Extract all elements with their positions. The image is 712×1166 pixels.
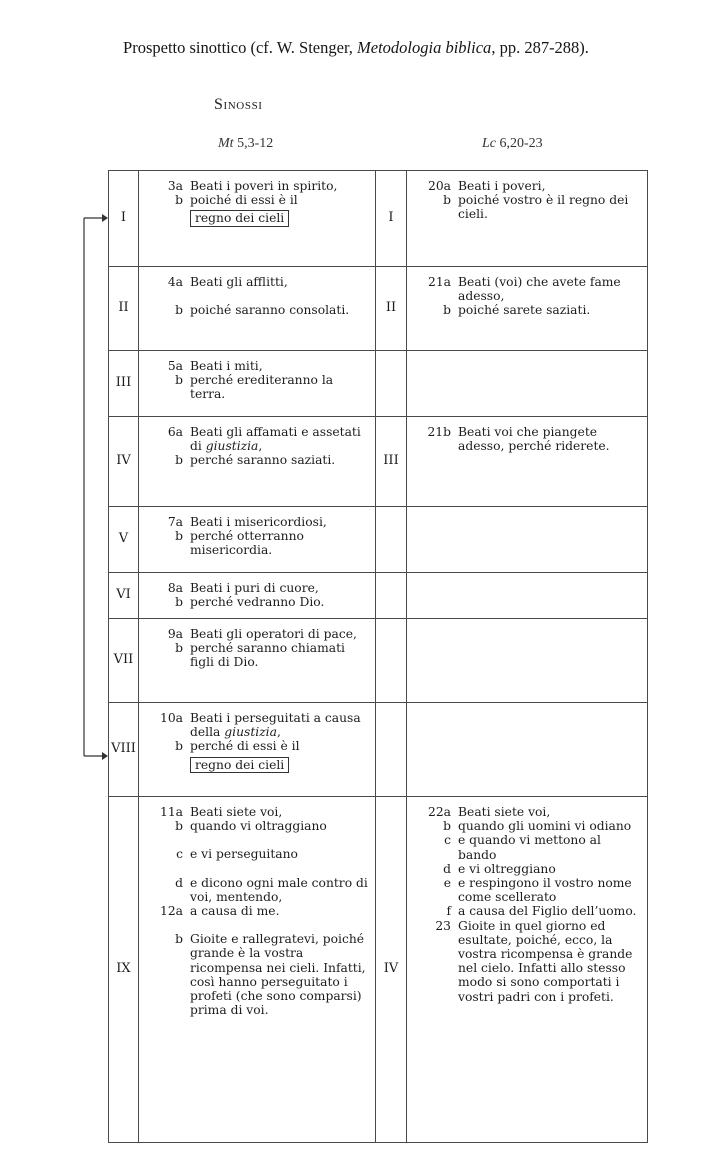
title-prefix: Prospetto sinottico (cf. W. Stenger,: [123, 38, 358, 57]
verse-text-main: quando gli uomini vi odiano: [458, 819, 632, 834]
verse-text: [458, 919, 641, 1004]
verse-text-main: Beati i perseguitati a causa della: [190, 711, 361, 740]
verse-text: [458, 193, 641, 221]
mt-section-number: V: [109, 507, 139, 573]
lc-section-number: [376, 619, 407, 703]
verse-text: [458, 876, 641, 904]
verse-number: [143, 754, 190, 773]
verse-number: 4a: [167, 275, 183, 289]
verse-line: [143, 207, 369, 226]
table-row: [109, 797, 648, 1143]
verse-line: [143, 819, 369, 833]
verse-number: 21b: [427, 425, 451, 439]
verse-text-main: Beati gli operatori di pace,: [190, 627, 357, 641]
verse-number: b: [175, 193, 183, 208]
verse-text: [190, 641, 369, 669]
verse-line: [411, 179, 641, 193]
verse-number: c: [444, 833, 451, 848]
verse-text-main: quando vi oltraggiano: [190, 819, 327, 834]
mt-text-cell: [139, 619, 376, 703]
mt-section-number: II: [109, 267, 139, 351]
title-book: Metodologia biblica: [357, 38, 492, 57]
title-suffix: , pp. 287-288).: [491, 38, 589, 57]
verse-line: [411, 805, 641, 819]
table-row: [109, 171, 648, 267]
verse-text-main: Beati i miti,: [190, 359, 263, 373]
verse-text: [458, 275, 641, 303]
verse-text-main: Beati (voi) che avete fame adesso,: [458, 275, 621, 304]
verse-number: f: [446, 904, 451, 919]
mt-section-number: VII: [109, 619, 139, 703]
verse-text: [190, 819, 369, 833]
verse-text-main: Beati i misericordiosi,: [190, 515, 327, 529]
lc-text-cell: [407, 267, 648, 351]
verse-number: 3a: [167, 179, 183, 193]
section-heading: Sinossi: [214, 96, 263, 113]
verse-text-main: poiché vostro è il regno dei cieli.: [458, 193, 629, 222]
mt-text-cell: [139, 171, 376, 267]
lc-text-cell: [407, 573, 648, 619]
verse-text-main: a causa del Figlio dell’uomo.: [458, 904, 637, 919]
lc-text-cell: [407, 703, 648, 797]
verse-line: [143, 711, 369, 739]
verse-text-main: Gioite e rallegratevi, poiché grande è la vostra ricompensa nei cieli. Infatti, così hanno perseguitato i profeti (che sono comparsi) prima di voi.: [190, 932, 366, 1018]
verse-text: [458, 805, 641, 819]
verse-text-main: poiché di essi è il: [190, 193, 298, 208]
table-row: [109, 351, 648, 417]
verse-number: b: [175, 932, 183, 947]
verse-number: 20a: [428, 179, 451, 193]
verse-number: 8a: [167, 581, 183, 595]
verse-line: [143, 453, 369, 467]
lc-section-number: [376, 351, 407, 417]
table-row: [109, 619, 648, 703]
verse-text-main: perché erediteranno la terra.: [190, 373, 334, 402]
verse-number: 21a: [428, 275, 451, 289]
verse-number: b: [175, 303, 183, 318]
verse-number: b: [175, 529, 183, 544]
verse-number: b: [443, 819, 451, 834]
boxed-phrase: regno dei cieli: [190, 757, 289, 773]
verse-number: b: [443, 193, 451, 208]
verse-text: [458, 303, 641, 317]
lc-section-number: I: [376, 171, 407, 267]
verse-number: 11a: [160, 805, 183, 819]
verse-number: 12a: [160, 904, 183, 919]
verse-text: [190, 179, 369, 193]
page-title: [0, 38, 712, 58]
mt-section-number: IX: [109, 797, 139, 1143]
verse-text: [458, 819, 641, 833]
verse-text: [190, 754, 369, 773]
mt-text-cell: [139, 507, 376, 573]
verse-line: [143, 529, 369, 557]
table-row: [109, 573, 648, 619]
verse-text-main: Beati voi che piangete adesso, perché riderete.: [458, 425, 610, 454]
verse-text: [190, 904, 369, 918]
verse-text-main: poiché sarete saziati.: [458, 303, 591, 318]
lc-ref: 6,20-23: [499, 136, 543, 151]
mt-text-cell: [139, 417, 376, 507]
verse-text-main: Beati siete voi,: [458, 805, 551, 819]
mt-ref: 5,3-12: [237, 136, 274, 151]
verse-line: [411, 919, 641, 1004]
verse-number: [143, 207, 190, 226]
verse-text: [190, 275, 369, 289]
verse-text: [458, 833, 641, 861]
mt-text-cell: [139, 797, 376, 1143]
verse-line: [411, 862, 641, 876]
verse-line: [411, 833, 641, 861]
verse-line: [143, 876, 369, 904]
verse-line: [143, 359, 369, 373]
verse-text-main: e quando vi mettono al bando: [458, 833, 601, 862]
verse-text-main: perché saranno saziati.: [190, 453, 336, 468]
mt-section-number: VIII: [109, 703, 139, 797]
lc-section-number: III: [376, 417, 407, 507]
column-header-lc: [482, 136, 543, 152]
lc-text-cell: [407, 417, 648, 507]
mt-text-cell: [139, 351, 376, 417]
verse-text: [190, 627, 369, 641]
table-row: [109, 267, 648, 351]
boxed-phrase: regno dei cieli: [190, 210, 289, 226]
verse-line: [143, 904, 369, 918]
verse-line: [143, 739, 369, 753]
verse-number: 9a: [167, 627, 183, 641]
verse-text-main: e vi oltreggiano: [458, 861, 556, 876]
verse-text: [190, 876, 369, 904]
verse-text: [190, 373, 369, 401]
verse-number: 7a: [167, 515, 183, 529]
verse-text-main: a causa di me.: [190, 904, 280, 919]
lc-section-number: [376, 703, 407, 797]
table-row: [109, 507, 648, 573]
table-row: [109, 417, 648, 507]
verse-line: [143, 515, 369, 529]
lc-section-number: [376, 573, 407, 619]
verse-number: b: [175, 595, 183, 610]
verse-number: 5a: [167, 359, 183, 373]
verse-text: [458, 862, 641, 876]
verse-text: [458, 179, 641, 193]
verse-text: [190, 581, 369, 595]
punctuation: ,: [276, 725, 281, 740]
verse-line: [143, 275, 369, 289]
verse-number: 10a: [160, 711, 183, 725]
lc-book: Lc: [482, 136, 496, 151]
table-row: [109, 703, 648, 797]
italic-word: giustizia: [205, 439, 259, 454]
verse-text-main: Beati gli affamati e assetati di: [190, 425, 361, 454]
verse-text-main: Beati gli afflitti,: [190, 275, 288, 289]
verse-text-main: Beati siete voi,: [190, 805, 283, 819]
verse-number: b: [175, 373, 183, 388]
verse-number: b: [175, 739, 183, 754]
verse-number: 22a: [428, 805, 451, 819]
verse-line: [411, 819, 641, 833]
verse-text: [190, 207, 369, 226]
mt-text-cell: [139, 267, 376, 351]
verse-line: [411, 876, 641, 904]
verse-number: b: [443, 303, 451, 318]
verse-text-main: perché di essi è il: [190, 739, 300, 754]
verse-line: [143, 581, 369, 595]
verse-text-main: e respingono il vostro nome come scellerato: [458, 876, 632, 905]
verse-line: [143, 179, 369, 193]
verse-line: [411, 904, 641, 918]
column-header-mt: [218, 136, 273, 152]
mt-text-cell: [139, 703, 376, 797]
verse-line: [411, 193, 641, 221]
verse-line: [143, 641, 369, 669]
verse-number: b: [175, 819, 183, 834]
italic-word: giustizia: [224, 725, 277, 740]
verse-line: [143, 847, 369, 861]
verse-number: c: [176, 847, 183, 862]
verse-text-main: perché saranno chiamati figli di Dio.: [190, 641, 345, 670]
verse-number: d: [443, 861, 451, 876]
verse-number: 23: [435, 918, 451, 933]
verse-text: [190, 359, 369, 373]
verse-line: [411, 303, 641, 317]
verse-text-main: Beati i puri di cuore,: [190, 581, 319, 595]
mt-section-number: VI: [109, 573, 139, 619]
lc-text-cell: [407, 507, 648, 573]
lc-section-number: II: [376, 267, 407, 351]
verse-text: [190, 453, 369, 467]
verse-line: [143, 193, 369, 207]
verse-text: [190, 847, 369, 861]
verse-line: [143, 627, 369, 641]
verse-text: [190, 805, 369, 819]
verse-text: [458, 425, 641, 453]
verse-text: [190, 932, 369, 1017]
mt-book: Mt: [218, 136, 234, 151]
verse-line: [143, 754, 369, 773]
verse-text-main: poiché saranno consolati.: [190, 303, 350, 318]
verse-line: [143, 373, 369, 401]
mt-text-cell: [139, 573, 376, 619]
verse-text-main: perché otterranno misericordia.: [190, 529, 304, 558]
synopsis-table: [108, 170, 648, 1143]
verse-line: [143, 595, 369, 609]
lc-section-number: [376, 507, 407, 573]
verse-text-main: Beati i poveri in spirito,: [190, 179, 338, 193]
verse-line: [143, 425, 369, 453]
mt-section-number: III: [109, 351, 139, 417]
verse-line: [411, 425, 641, 453]
verse-text: [190, 515, 369, 529]
verse-line: [143, 805, 369, 819]
verse-number: 6a: [167, 425, 183, 439]
verse-text: [190, 193, 369, 207]
verse-text: [190, 529, 369, 557]
lc-section-number: IV: [376, 797, 407, 1143]
verse-text-main: e dicono ogni male contro di voi, mentendo,: [190, 875, 368, 904]
verse-text-main: e vi perseguitano: [190, 847, 298, 862]
verse-text: [190, 595, 369, 609]
verse-number: e: [443, 876, 451, 891]
verse-text: [458, 904, 641, 918]
mt-section-number: IV: [109, 417, 139, 507]
lc-text-cell: [407, 351, 648, 417]
verse-text-main: Beati i poveri,: [458, 179, 546, 193]
lc-text-cell: [407, 171, 648, 267]
verse-number: b: [175, 453, 183, 468]
verse-number: d: [175, 875, 183, 890]
verse-text: [190, 425, 369, 453]
verse-text-main: Gioite in quel giorno ed esultate, poiché, ecco, la vostra ricompensa è grande nel cielo. Infatti allo stesso modo si sono comportati i vostri padri con i profeti.: [458, 918, 633, 1004]
lc-text-cell: [407, 619, 648, 703]
verse-text: [190, 303, 369, 317]
lc-text-cell: [407, 797, 648, 1143]
verse-number: b: [175, 641, 183, 656]
verse-line: [411, 275, 641, 303]
verse-text-main: perché vedranno Dio.: [190, 595, 325, 610]
punctuation: ,: [258, 439, 263, 454]
verse-line: [143, 932, 369, 1017]
verse-text: [190, 711, 369, 739]
mt-section-number: I: [109, 171, 139, 267]
verse-text: [190, 739, 369, 753]
verse-line: [143, 303, 369, 317]
